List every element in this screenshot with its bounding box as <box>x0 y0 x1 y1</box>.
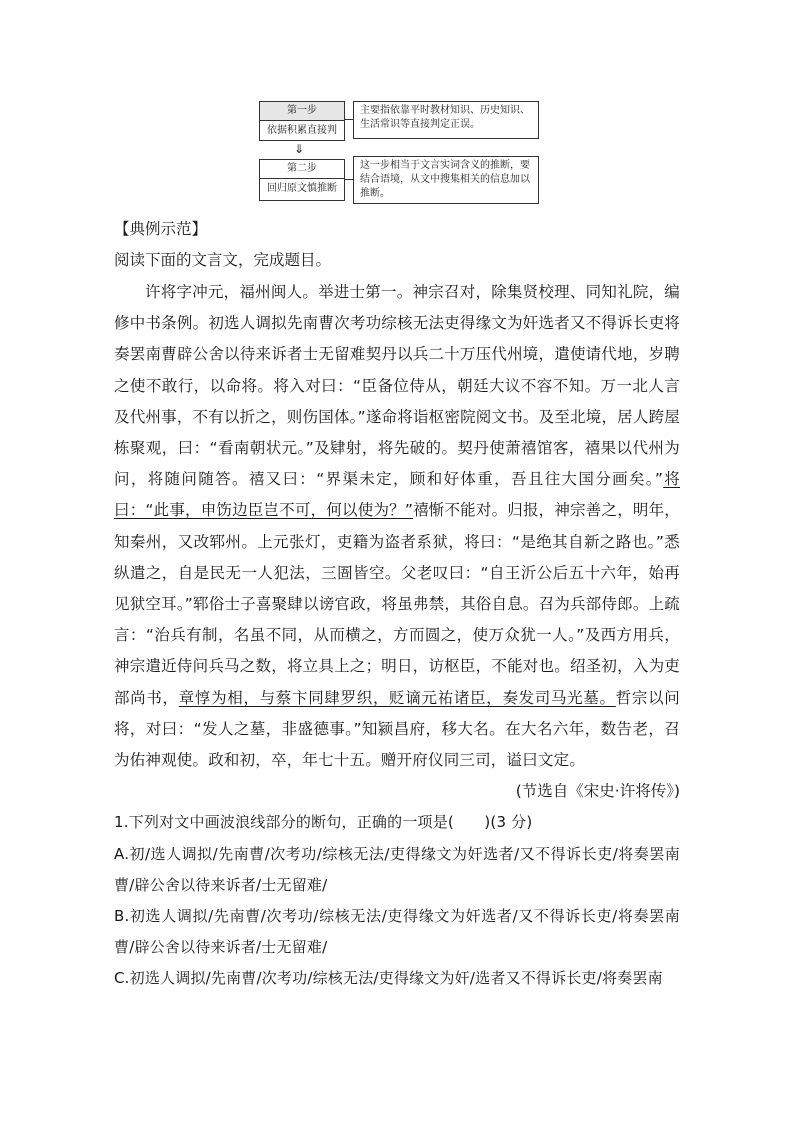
passage-block <box>114 277 680 995</box>
step1-subtitle: 依据积累直接判 <box>267 125 337 136</box>
passage-part3: 哲宗以问将，对曰：“发人之墓，非盛德事。”知颍昌府，移大名。在大名六年，数告老，召为佑神观使。政和初，卒，年七十五。赠开府仪同三司，谥曰文定。 <box>114 688 680 770</box>
question-option-b: B.初选人调拟/先南曹/次考功/综核无法/吏得缘文为奸选者/又不得诉长吏/将奏罢南曹/辟公舍以待来诉者/士无留难/ <box>114 907 680 957</box>
down-arrow-icon: ⇓ <box>294 142 305 156</box>
question-option-c: C.初选人调拟/先南曹/次考功/综核无法/吏得缘文为奸/选者又不得诉长吏/将奏罢南 <box>114 969 663 988</box>
step1-description-line1: 主要指依靠平时教材知识、历史知识、 <box>360 105 530 116</box>
step2-title: 第二步 <box>260 160 344 179</box>
question-option-a: A.初/选人调拟/先南曹/次考功/综核无法/吏得缘文为奸选者/又不得诉长吏/将奏罢南曹/辟公舍以待来诉者/士无留难/ <box>114 844 680 894</box>
step2-subtitle: 回归原文慎推断 <box>267 183 337 194</box>
step1-description <box>353 101 539 139</box>
step2-description <box>353 156 539 204</box>
underlined-sentence-1: 将曰：“此事，申饬边臣岂不可，何以使为？” <box>114 470 680 520</box>
instruction: 阅读下面的文言文，完成题目。 <box>114 251 332 269</box>
step1-title: 第一步 <box>260 102 344 121</box>
question-stem: 1.下列对文中画波浪线部分的断句，正确的一项是( )(3 分) <box>114 813 533 832</box>
step2-description-line1: 这一步相当于文言实词含义的推断，要 <box>360 160 530 171</box>
step1-box <box>259 101 345 141</box>
step2-box <box>259 159 345 201</box>
section-heading: 【典例示范】 <box>114 220 208 238</box>
passage-text <box>114 277 680 776</box>
passage-part1: 许将字冲元，福州闽人。举进士第一。神宗召对，除集贤校理、同知礼院，编修中书条例。初选人调拟先南曹次考功综核无法吏得缘文为奸选者又不得诉长吏将奏罢南曹辟公舍以待来诉者士无留难契丹以兵二十万压代州境，遣使请代地，岁聘之使不敢行，以命将。将入对曰：“臣备位侍从，朝廷大议不容不知。万一北人言及代州事，不有以折之，则伤国体。”遂命将诣枢密院阅文书。及至北境，居人跨屋栋聚观，曰：“看南朝状元。”及肄射，将先破的。契丹使萧禧馆客，禧果以代州为问，将随问随答。禧又曰：“界渠未定，顾和好体重，吾且往大国分画矣。” <box>114 283 680 489</box>
underlined-sentence-2: 章惇为相，与蔡卞同肆罗织，贬谪元祐诸臣，奏发司马光墓。 <box>178 688 616 707</box>
step1-connector <box>344 119 353 120</box>
step2-description-line2: 结合语境，从文中搜集相关的信息加以 <box>360 174 530 185</box>
step1-description-line2: 生活常识等直接判定正误。 <box>360 119 480 130</box>
passage-part2: 禧惭不能对。归报，神宗善之，明年，知秦州，又改郓州。上元张灯，吏籍为盗者系狱，将曰：“是绝其自新之路也。”悉纵遣之，自是民无一人犯法，三圄皆空。父老叹曰：“自王沂公后五十六年，始再见狱空耳。”郓俗士子喜聚肆以谤官政，将虽弗禁，其俗自息。召为兵部侍郎。上疏言：“治兵有制，名虽不同，从而横之，方而圆之，使万众犹一人。”及西方用兵，神宗遣近侍问兵马之数，将立具上之；明日，访枢臣，不能对也。绍圣初，入为吏部尚书， <box>114 501 680 707</box>
step2-description-line3: 推断。 <box>360 188 390 199</box>
step2-connector <box>344 179 353 180</box>
passage-source: (节选自《宋史·许将传》) <box>515 782 680 801</box>
